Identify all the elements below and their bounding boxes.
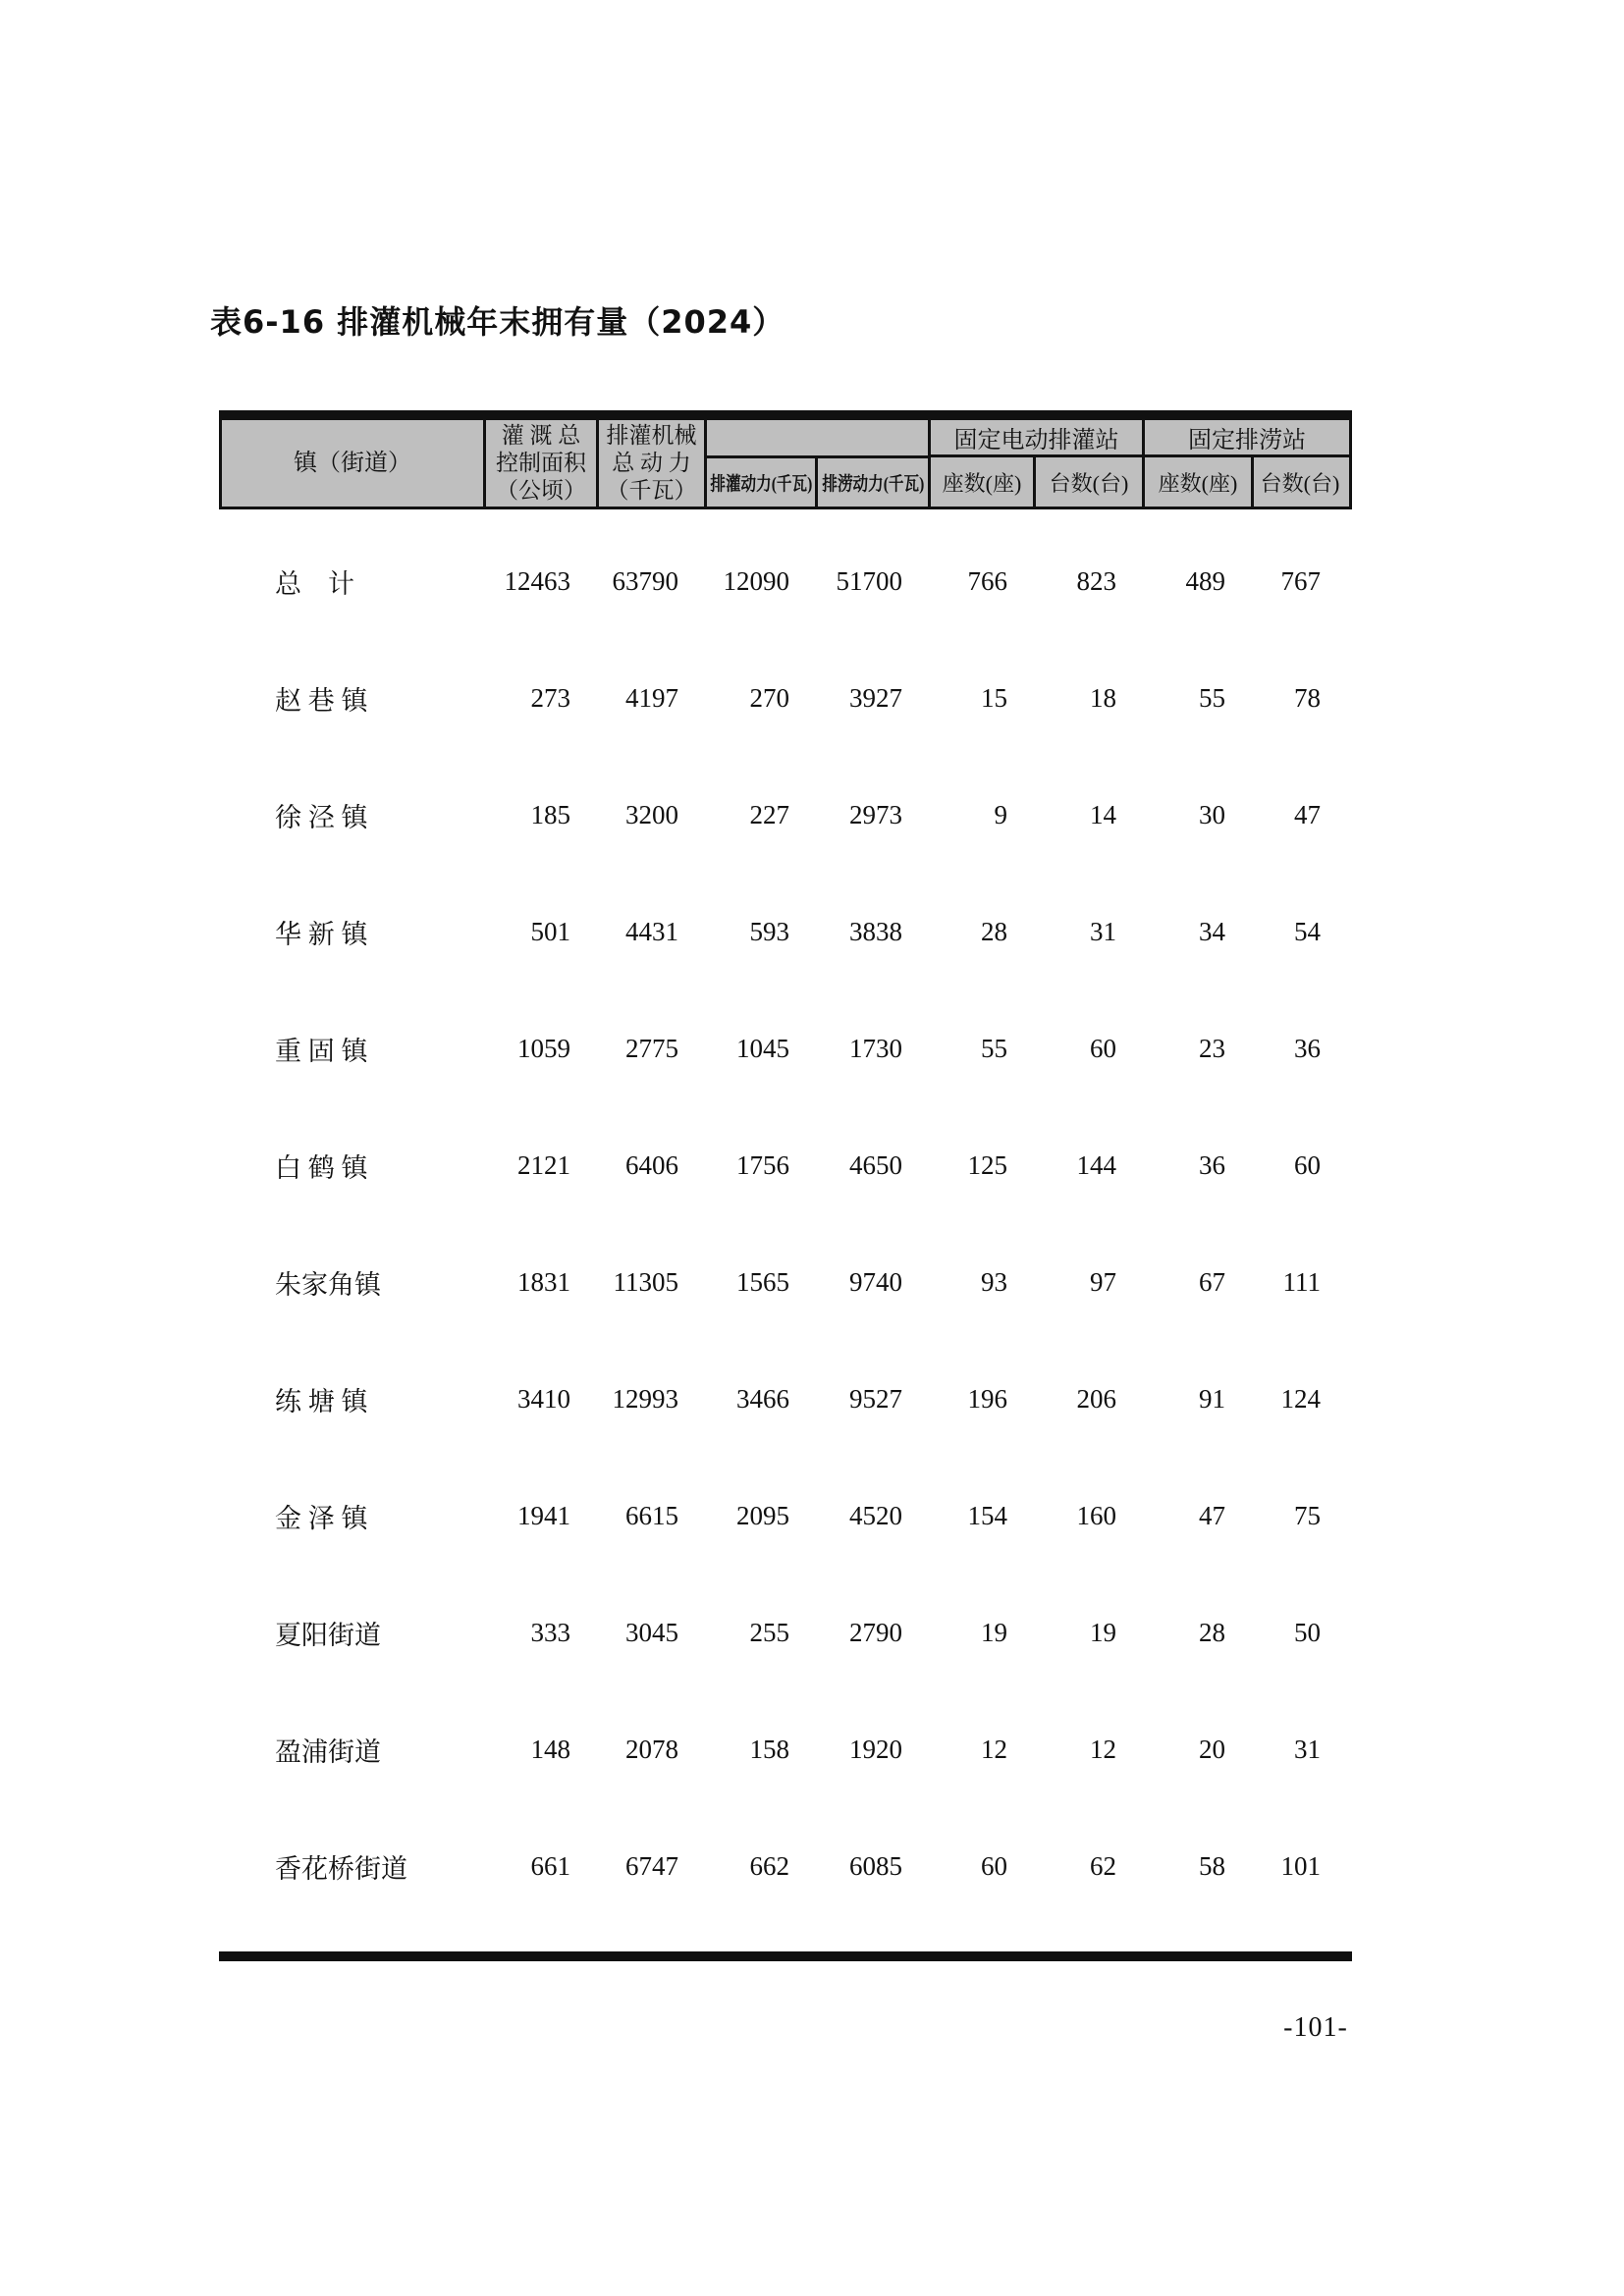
irrigated-area-cell: 185	[530, 800, 570, 829]
drainage-units-cell: 75	[1294, 1501, 1321, 1530]
drainage-units-cell: 54	[1294, 917, 1321, 946]
irrigated-area-cell: 12463	[504, 566, 570, 596]
table-row	[219, 1224, 1352, 1341]
header-drainage-power: 排涝动力(千瓦)	[822, 474, 924, 495]
table-row	[219, 1575, 1352, 1691]
header-drainage-station-subrow	[1145, 457, 1349, 507]
drainage-units-cell: 36	[1294, 1034, 1321, 1063]
irrigation-power-cell: 227	[749, 800, 789, 829]
electric-units-cell: 823	[1076, 566, 1116, 596]
table-header	[219, 410, 1352, 509]
irrigation-power-cell: 255	[749, 1618, 789, 1647]
drainage-seats-cell: 91	[1199, 1384, 1225, 1414]
total-power-cell: 2078	[625, 1735, 678, 1764]
header-electric-station-subrow	[931, 457, 1142, 507]
irrigated-area-cell: 1059	[517, 1034, 570, 1063]
header-town-column	[222, 420, 486, 507]
electric-seats-cell: 15	[981, 683, 1007, 713]
irrigation-power-cell: 1756	[736, 1150, 789, 1180]
irrigation-power-cell: 3466	[736, 1384, 789, 1414]
drainage-units-cell: 767	[1280, 566, 1321, 596]
header-drainage-seats: 座数(座)	[1145, 457, 1254, 507]
total-power-cell: 2775	[625, 1034, 678, 1063]
irrigated-area-cell: 273	[530, 683, 570, 713]
drainage-seats-cell: 36	[1199, 1150, 1225, 1180]
drainage-seats-cell: 58	[1199, 1851, 1225, 1881]
page-title: 表6-16 排灌机械年末拥有量（2024）	[210, 303, 785, 341]
header-power-line2: 总 动 力	[612, 451, 691, 475]
electric-units-cell: 97	[1090, 1267, 1116, 1297]
header-area-line3: （公顷）	[496, 478, 586, 503]
table-row	[219, 1691, 1352, 1808]
header-area-line2: 控制面积	[496, 451, 586, 475]
page-number: -101-	[1283, 2012, 1348, 2043]
irrigated-area-cell: 333	[530, 1618, 570, 1647]
drainage-seats-cell: 55	[1199, 683, 1225, 713]
irrigated-area-cell: 501	[530, 917, 570, 946]
town-name-cell: 徐 泾 镇	[275, 803, 368, 832]
irrigation-power-cell: 1045	[736, 1034, 789, 1063]
drainage-power-cell: 9527	[849, 1384, 902, 1414]
electric-seats-cell: 766	[967, 566, 1007, 596]
drainage-power-cell: 1920	[849, 1735, 902, 1764]
total-power-cell: 6747	[625, 1851, 678, 1881]
table-row	[219, 990, 1352, 1107]
drainage-power-cell: 9740	[849, 1267, 902, 1297]
electric-units-cell: 62	[1090, 1851, 1116, 1881]
irrigation-power-cell: 2095	[736, 1501, 789, 1530]
irrigation-power-cell: 158	[749, 1735, 789, 1764]
header-electric-seats: 座数(座)	[931, 457, 1036, 507]
town-name-cell: 重 固 镇	[275, 1037, 368, 1066]
electric-units-cell: 60	[1090, 1034, 1116, 1063]
electric-units-cell: 14	[1090, 800, 1116, 829]
header-drainage-units: 台数(台)	[1260, 470, 1340, 496]
header-electric-units: 台数(台)	[1049, 470, 1129, 496]
electric-seats-cell: 12	[981, 1735, 1007, 1764]
table-row	[219, 640, 1352, 757]
header-power-split-group	[707, 420, 931, 507]
electric-units-cell: 144	[1076, 1150, 1116, 1180]
town-name-cell: 香花桥街道	[275, 1854, 407, 1884]
irrigated-area-cell: 1941	[517, 1501, 570, 1530]
header-irrigated-area-column	[486, 420, 599, 507]
drainage-units-cell: 101	[1280, 1851, 1321, 1881]
electric-units-cell: 19	[1090, 1618, 1116, 1647]
drainage-seats-cell: 67	[1199, 1267, 1225, 1297]
table-body	[219, 509, 1352, 1951]
town-name-cell: 金 泽 镇	[275, 1504, 368, 1533]
electric-units-cell: 18	[1090, 683, 1116, 713]
drainage-seats-cell: 47	[1199, 1501, 1225, 1530]
irrigated-area-cell: 2121	[517, 1150, 570, 1180]
irrigation-power-cell: 1565	[736, 1267, 789, 1297]
drainage-power-cell: 1730	[849, 1034, 902, 1063]
total-power-cell: 4431	[625, 917, 678, 946]
drainage-power-cell: 51700	[836, 566, 902, 596]
irrigated-area-cell: 148	[530, 1735, 570, 1764]
electric-seats-cell: 93	[981, 1267, 1007, 1297]
drainage-power-cell: 4520	[849, 1501, 902, 1530]
town-name-cell: 朱家角镇	[275, 1270, 381, 1300]
drainage-power-cell: 6085	[849, 1851, 902, 1881]
table-row	[219, 523, 1352, 640]
electric-units-cell: 206	[1076, 1384, 1116, 1414]
header-area-line1: 灌 溉 总	[501, 423, 581, 448]
header-power-subrow	[707, 455, 928, 507]
drainage-units-cell: 78	[1294, 683, 1321, 713]
drainage-seats-cell: 489	[1185, 566, 1225, 596]
electric-seats-cell: 9	[994, 800, 1007, 829]
table-row	[219, 1458, 1352, 1575]
irrigation-power-cell: 270	[749, 683, 789, 713]
total-power-cell: 3200	[625, 800, 678, 829]
drainage-seats-cell: 20	[1199, 1735, 1225, 1764]
town-name-cell: 练 塘 镇	[275, 1387, 368, 1416]
drainage-power-cell: 2973	[849, 800, 902, 829]
table-row	[219, 757, 1352, 874]
drainage-units-cell: 60	[1294, 1150, 1321, 1180]
header-power-line1: 排灌机械	[606, 423, 697, 448]
total-power-cell: 6406	[625, 1150, 678, 1180]
drainage-power-cell: 2790	[849, 1618, 902, 1647]
electric-seats-cell: 55	[981, 1034, 1007, 1063]
total-power-cell: 63790	[612, 566, 678, 596]
header-power-line3: （千瓦）	[606, 478, 697, 503]
header-irrigation-power: 排灌动力(千瓦)	[707, 458, 818, 507]
drainage-units-cell: 111	[1282, 1267, 1321, 1297]
table-row	[219, 874, 1352, 990]
electric-units-cell: 160	[1076, 1501, 1116, 1530]
town-name-cell: 夏阳街道	[275, 1621, 381, 1650]
town-name-cell: 总 计	[275, 569, 354, 599]
drainage-seats-cell: 28	[1199, 1618, 1225, 1647]
header-total-power-column	[599, 420, 707, 507]
electric-seats-cell: 196	[967, 1384, 1007, 1414]
total-power-cell: 6615	[625, 1501, 678, 1530]
table-row	[219, 1341, 1352, 1458]
electric-seats-cell: 19	[981, 1618, 1007, 1647]
total-power-cell: 4197	[625, 683, 678, 713]
irrigation-power-cell: 12090	[723, 566, 789, 596]
irrigated-area-cell: 1831	[517, 1267, 570, 1297]
town-name-cell: 白 鹤 镇	[275, 1153, 368, 1183]
header-blank-area	[707, 420, 928, 455]
electric-units-cell: 12	[1090, 1735, 1116, 1764]
drainage-power-cell: 3927	[849, 683, 902, 713]
drainage-power-cell: 4650	[849, 1150, 902, 1180]
electric-units-cell: 31	[1090, 917, 1116, 946]
drainage-units-cell: 50	[1294, 1618, 1321, 1647]
drainage-units-cell: 31	[1294, 1735, 1321, 1764]
drainage-seats-cell: 23	[1199, 1034, 1225, 1063]
header-drainage-station-group	[1145, 420, 1349, 507]
town-name-cell: 华 新 镇	[275, 920, 368, 949]
header-drainage-station-title: 固定排涝站	[1145, 420, 1349, 457]
total-power-cell: 3045	[625, 1618, 678, 1647]
table-row	[219, 1107, 1352, 1224]
electric-seats-cell: 28	[981, 917, 1007, 946]
header-electric-station-group	[931, 420, 1145, 507]
electric-seats-cell: 125	[967, 1150, 1007, 1180]
irrigation-power-cell: 593	[749, 917, 789, 946]
drainage-seats-cell: 30	[1199, 800, 1225, 829]
town-name-cell: 盈浦街道	[275, 1737, 381, 1767]
electric-seats-cell: 60	[981, 1851, 1007, 1881]
irrigated-area-cell: 661	[530, 1851, 570, 1881]
drainage-units-cell: 124	[1280, 1384, 1321, 1414]
electric-seats-cell: 154	[967, 1501, 1007, 1530]
header-electric-station-title: 固定电动排灌站	[931, 420, 1142, 457]
drainage-units-cell: 47	[1294, 800, 1321, 829]
irrigation-power-cell: 662	[749, 1851, 789, 1881]
statistics-table	[219, 410, 1352, 1961]
total-power-cell: 11305	[613, 1267, 678, 1297]
table-row	[219, 1808, 1352, 1925]
drainage-seats-cell: 34	[1199, 917, 1225, 946]
irrigated-area-cell: 3410	[517, 1384, 570, 1414]
town-name-cell: 赵 巷 镇	[275, 686, 368, 716]
table-bottom-border	[219, 1951, 1352, 1961]
total-power-cell: 12993	[612, 1384, 678, 1414]
header-town-label: 镇（街道）	[294, 451, 411, 476]
drainage-power-cell: 3838	[849, 917, 902, 946]
